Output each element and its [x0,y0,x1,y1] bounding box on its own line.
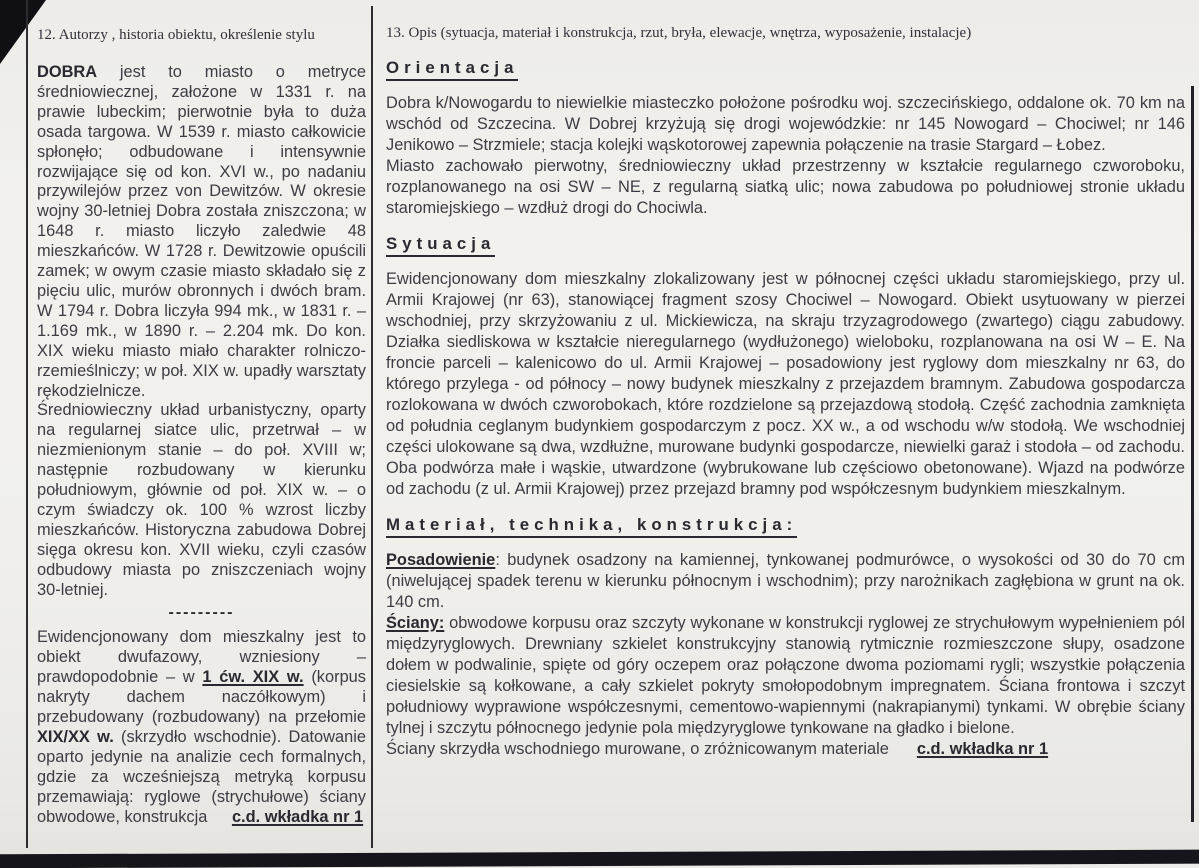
walls-lead: Ściany: [386,614,445,632]
orientation-heading [386,58,1185,81]
scan-bottom-edge [0,850,1199,868]
orientation-section [386,58,1185,219]
material-construction-section [386,515,1185,760]
dating-paragraph [37,628,366,827]
section-13-column [386,24,1185,760]
material-heading [386,515,1185,538]
section-12-column [37,26,366,827]
section-13-header: 13. Opis (sytuacja, materiał i konstrukcja, rzut, bryła, elewacje, wnętrza, wyposażenie, instalacje) [386,25,972,41]
continuation-reference-right: c.d. wkładka nr 1 [916,740,1049,758]
town-history-text: jest to miasto o metryce średniowiecznej, założone w 1331 r. na prawie lubeckim; pierwotnie była to duża osada targowa. W 1539 r. miasto całkowicie spłonęło; odbudowane i intensywnie rozwijające się od kon. XVI w., po nadaniu przywilejów przez von Dewitzów. W okresie wojny 30-letniej Dobra została zniszczona; w 1648 r. miasto liczyło zaledwie 48 mieszkańców. W 1728 r. Dewitzowie opuścili zamek; w owym czasie miasto składało się z pięciu ulic, murów obronnych i dwóch bram. W 1794 r. Dobra liczyła 994 mk., w 1831 r. – 1.169 mk., w 1890 r. – 2.204 mk. Do kon. XIX wieku miasto miało charakter rolniczo-rzemieślniczy; w poł. XIX w. upadły warsztaty rękodzielnicze. [37,63,366,400]
east-wing-walls-text: Ściany skrzydła wschodniego murowane, o zróżnicowanym materiale [386,740,889,758]
situation-heading [386,234,1185,257]
foundation-text: : budynek osadzony na kamiennej, tynkowanej podmurówce, o wysokości od 30 do 70 cm (niwelującej spadek terenu w kierunku północnym i wschodnim); przy narożnikach zagłębiona w grunt na ok. 140 cm. [386,551,1185,611]
situation-heading-text: Sytuacja [386,234,495,257]
orientation-heading-text: Orientacja [386,58,518,81]
dating-turn-19-20c: XIX/XX w. [37,727,114,746]
dating-text-2: (korpus nakryty dachem naczółkowym) i przebudowany (rozbudowany) na przełomie [37,668,366,726]
town-name-lead: DOBRA [37,63,98,81]
town-history-paragraph [37,63,366,401]
orientation-paragraph-2: Miasto zachowało pierwotny, średniowieczny układ przestrzenny w kształcie regularnego czworoboku, rozplanowanego na osi SW – NE, z regularną siatką ulic; nowa zabudowa po południowej stronie układu staromiejskiego – wzdłuż drogi do Chociwla. [386,157,1185,217]
situation-section [386,234,1185,500]
dating-text-3: (skrzydło wschodnie). Datowanie oparto jedynie na analizie cech formalnych, gdzie za wcześniejszą metryką korpusu przemawiają: ryglowe (strychułowe) ściany obwodowe, konstrukcja [37,727,366,826]
urban-layout-paragraph: Średniowieczny układ urbanistyczny, oparty na regularnej siatce ulic, przetrwał – w niezmienionym stanie – do poł. XVIII w; następnie rozbudowany w kierunku południowym, głównie od poł. XIX w. – o czym świadczy ok. 100 % wzrost liczby mieszkańców. Historyczna zabudowa Dobrej sięga okresu kon. XVII wieku, czyli czasów odbudowy miasta po zniszczeniach wojny 30-letniej. [37,401,366,599]
dating-quarter-19c: 1 ćw. XIX w. [202,668,304,687]
foundation-paragraph [386,550,1185,613]
section-12-header: 12. Autorzy , historia obiektu, określenie stylu [37,27,315,43]
situation-paragraph: Ewidencjonowany dom mieszkalny zlokalizowany jest w północnej części układu staromiejskiego, przy ul. Armii Krajowej (nr 63), stanowiącej fragment szosy Chociwel – Nowogard. Obiekt usytuowany w pierzei wschodniej, przy skrzyżowaniu z ul. Mickiewicza, na skraju trzyzagrodowego (zwartego) ciągu zabudowy. Działka siedliskowa w kształcie nieregularnego (wydłużonego) wieloboku, rozplanowana na osi W – E. Na froncie parceli – kalenicowo do ul. Armii Krajowej – posadowiony jest ryglowy dom mieszkalny nr 63, do którego przylega - od północy – nowy budynek mieszkalny z przejazdem bramnym. Zabudowa gospodarcza rozlokowana w dwóch czworobokach, które rozdzielone są przejazdową stodołą. Część zachodnia zamknięta od południa ceglanym budynkiem gospodarczym z pocz. XX w., a od wschodu w/w stodołą. We wschodniej części ulokowane są dwa, wzdłużne, murowane budynki gospodarcze, niewielki garaż i stodoła – od zachodu. Oba podwórza małe i wąskie, utwardzone (wybrukowane lub częściowo obetonowane). Wjazd na podwórze od zachodu (z ul. Armii Krajowej) przez przejazd bramny pod współczesnym budynkiem mieszkalnym. [386,270,1185,498]
separator-dashes: --------- [168,604,235,622]
east-wing-walls-paragraph [386,739,1185,760]
dating-text-1: Ewidencjonowany dom mieszkalny jest to obiekt dwufazowy, wzniesiony – prawdopodobnie – w [37,628,366,687]
right-edge-line [1191,86,1194,822]
foundation-lead: Posadowienie [386,551,496,569]
walls-paragraph [386,613,1185,739]
material-heading-text: Materiał, technika, konstrukcja: [386,515,797,538]
continuation-reference-left: c.d. wkładka nr 1 [231,807,364,826]
left-column-border-line [26,0,28,848]
column-divider-line [371,6,373,848]
orientation-paragraph-1: Dobra k/Nowogardu to niewielkie miasteczko położone pośrodku woj. szczecińskiego, oddalone ok. 70 km na wschód od Szczecina. W Dobrej krzyżują się drogi wojewódzkie: nr 145 Nowogard – Chociwel; nr 146 Jenikowo – Strzmiele; stacja kolejki wąskotorowej zapewnia połączenie na trasie Stargard – Łobez. [386,94,1185,154]
walls-text: obwodowe korpusu oraz szczyty wykonane w konstrukcji ryglowej ze strychułowym wypełnieniem pól międzyryglowych. Drewniany szkielet konstrukcyjny stanowią rytmicznie rozmieszczone słupy, osadzone dołem w podwalinie, spięte od góry oczepem oraz połączone dwoma poziomami rygli; wszystkie połączenia ciesielskie są kołkowane, a cały szkielet pokryty smołopodobnym impregnatem. Ściana frontowa i szczyt południowy wyprawione współczesnymi, cementowo-wapiennymi (nakrapianymi) tynkami. W obrębie ściany tylnej i szczytu północnego jedynie pola międzyryglowe tynkowane na gładko i bielone. [386,614,1185,737]
